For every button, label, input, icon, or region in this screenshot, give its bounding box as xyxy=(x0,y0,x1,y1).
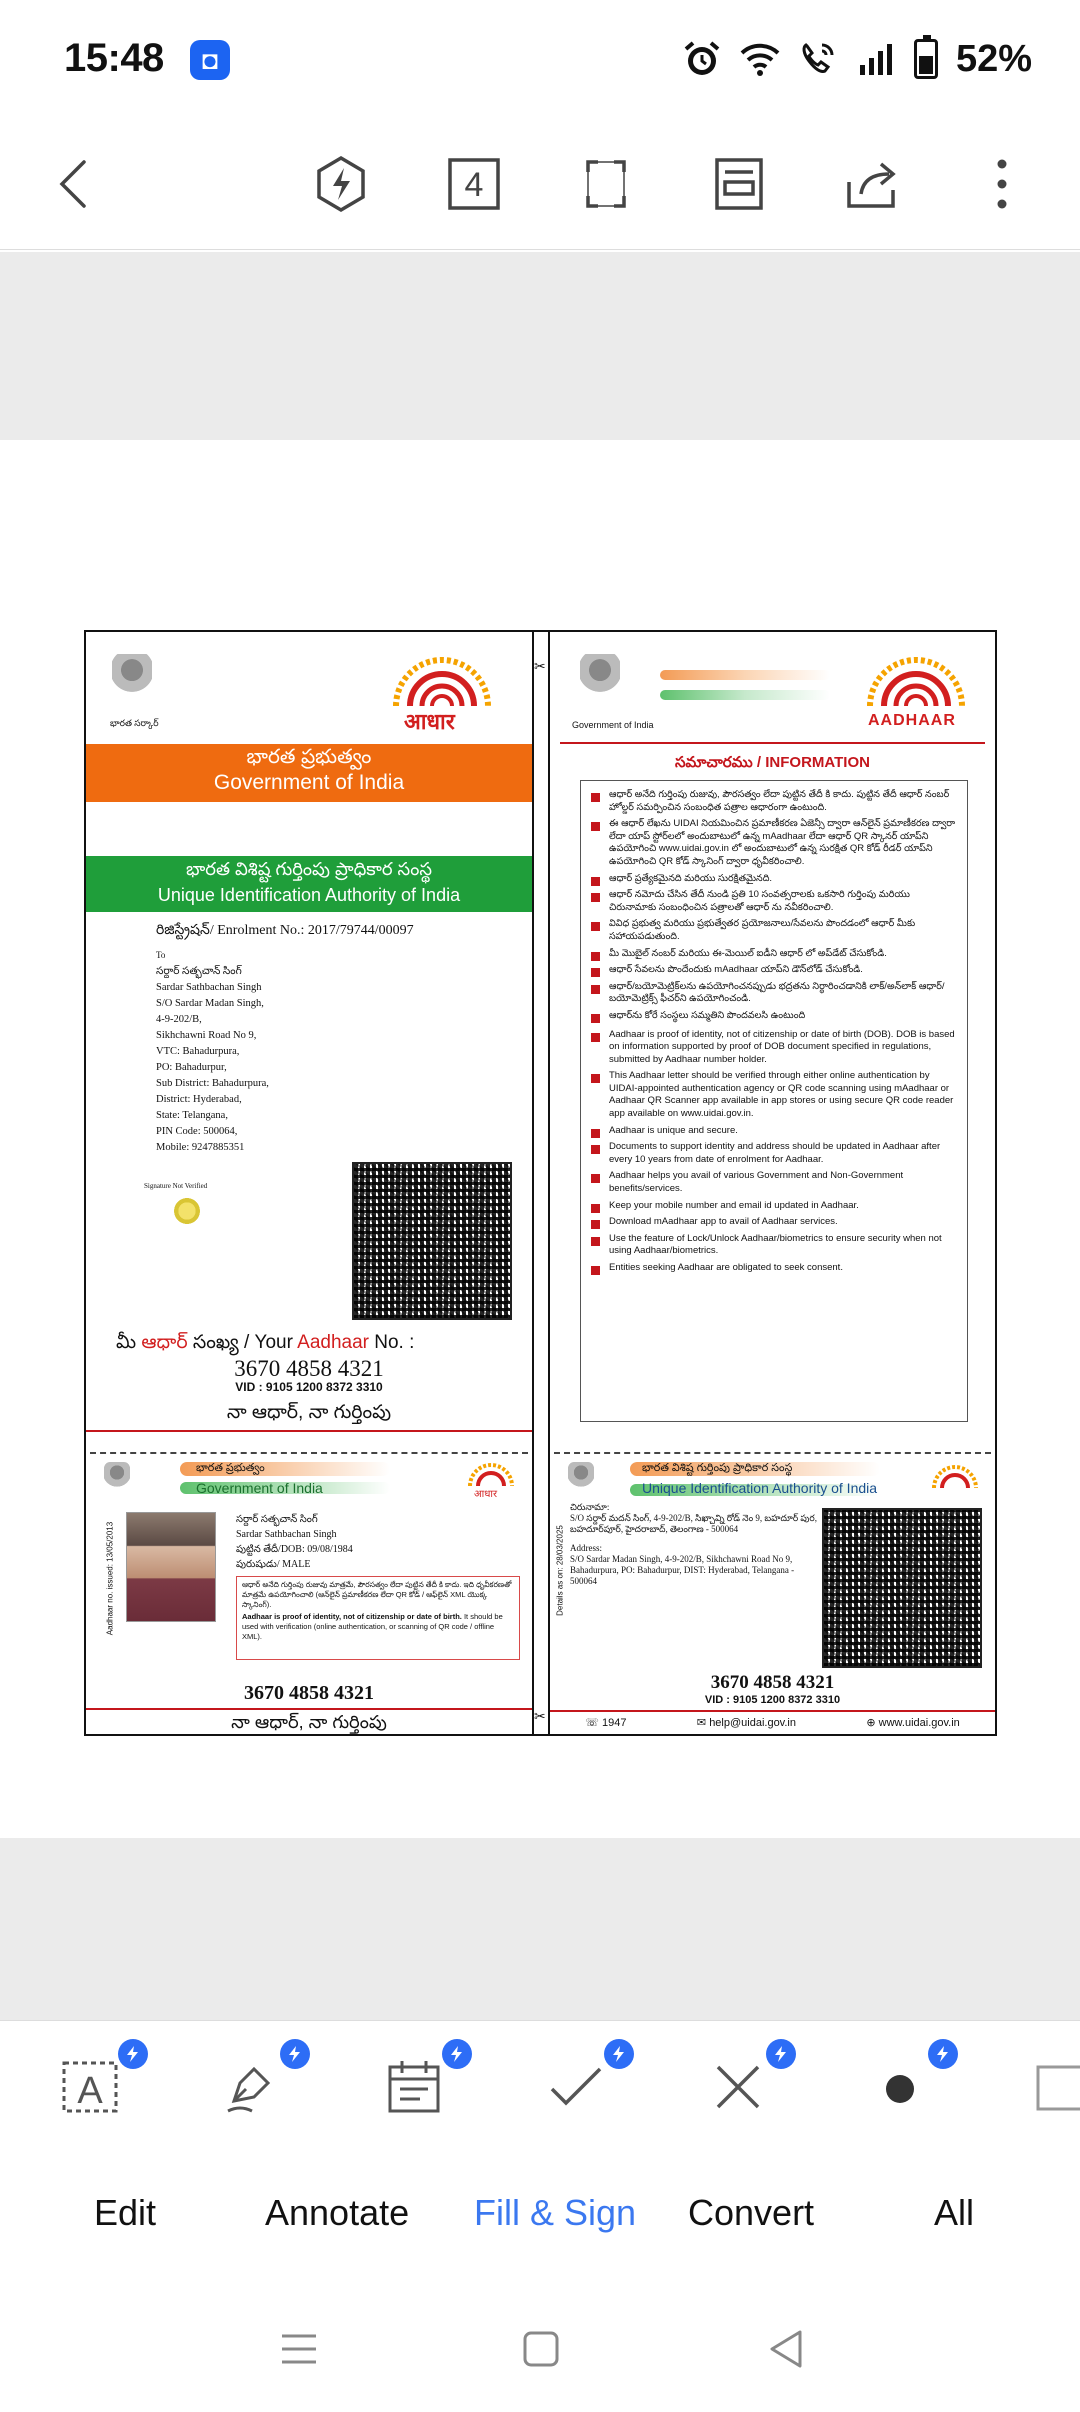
signal-icon xyxy=(856,39,896,79)
address-label-telugu: చిరునామా: xyxy=(570,1502,610,1512)
info-item: ఆధార్ నమోదు చేసిన తేదీ నుండి ప్రతి 10 సంవత్సరాలకు ఒకసారి గుర్తింపు మరియు చిరునామాకు సంబంధించిన పత్రాలతో ఆధార్ ను నవీకరించాలి. xyxy=(591,889,959,914)
card-address xyxy=(570,1502,820,1587)
card-emblem-icon xyxy=(104,1462,130,1492)
page-count-button[interactable] xyxy=(438,148,510,220)
document-page[interactable] xyxy=(84,630,997,1736)
address-line: సర్దార్ సత్భచాన్ సింగ్ xyxy=(156,966,242,977)
calendar-icon xyxy=(384,2057,444,2117)
reading-mode-button[interactable] xyxy=(703,148,775,220)
card-emblem-icon-right xyxy=(568,1462,594,1492)
page-count: 4 xyxy=(464,166,484,204)
info-item: Download mAadhaar app to avail of Aadhaar services. xyxy=(591,1216,959,1229)
info-item: ఆధార్ అనేది గుర్తింపు రుజువు, పౌరసత్వం లేదా పుట్టిన తేదీ కి కాదు. పుట్టిన తేదీ ఆధార్ నంబర్ హోల్డర్ సమర్పించిన సంబంధిత పత్రాల ఆధారంగా ఉంటుంది. xyxy=(591,789,959,814)
aadhaar-logo-icon-right xyxy=(860,656,972,712)
info-item: వివిధ ప్రభుత్వ మరియు ప్రభుత్వేతర ప్రయోజనాలు/సేవలను పొందడంలో ఆధార్ మీకు సహాయపడుతుంది. xyxy=(591,918,959,943)
disclaimer-bold: Aadhaar is proof of identity, not of citizenship or date of birth. xyxy=(242,1612,462,1621)
signature-seal-icon xyxy=(174,1194,200,1228)
text-box-tool[interactable] xyxy=(60,2057,120,2117)
gov-band xyxy=(86,744,532,802)
card-disclaimer xyxy=(236,1576,520,1660)
cut-line-right xyxy=(554,1452,991,1454)
card-holder-details xyxy=(236,1512,353,1572)
card-aadhaar-number-right: 3670 4858 4321 xyxy=(710,1672,835,1693)
cross-icon xyxy=(708,2057,768,2117)
premium-bolt-icon xyxy=(118,2039,148,2069)
aadhaar-letter-back xyxy=(548,632,995,1734)
fill-sign-toolbar xyxy=(0,2020,1080,2152)
signature-status: Signature Not Verified xyxy=(144,1182,208,1190)
card-aadhaar-text: आधार xyxy=(474,1489,498,1500)
ai-tools-button[interactable] xyxy=(305,148,377,220)
info-heading: సమాచారము / INFORMATION xyxy=(675,754,870,771)
signature-tool[interactable] xyxy=(222,2057,282,2117)
info-item: Keep your mobile number and email id updated in Aadhaar. xyxy=(591,1200,959,1213)
info-item: Aadhaar is proof of identity, not of citizenship or date of birth (DOB). DOB is based on information supported by proof of DOB document specified in regulations, submitted by Aadhaar number holder. xyxy=(591,1029,959,1067)
header-red-line xyxy=(560,742,985,744)
rectangle-tool[interactable] xyxy=(1034,2057,1080,2117)
card-gov-telugu: భారత ప్రభుత్వం xyxy=(196,1462,265,1474)
address-line: Sub District: Bahadurpura, xyxy=(156,1078,269,1089)
share-button[interactable] xyxy=(835,148,907,220)
national-emblem-icon-right xyxy=(580,654,620,700)
address-line: Sardar Sathbachan Singh xyxy=(156,982,262,993)
address-telugu: S/O సర్దార్ మదన్ సింగ్, 4-9-202/B, సిఖ్చావ్ని రోడ్ నెం 9, బహదూర్ పుర, బహదూర్‌పూర్, హైదరాబాద్, తెలంగాణ - 500064 xyxy=(570,1513,817,1534)
footer-contacts xyxy=(550,1716,995,1734)
card-uidai-telugu: భారత విశిష్ట గుర్తింపు ప్రాధికార సంస్థ xyxy=(642,1462,793,1474)
tab-edit[interactable]: Edit xyxy=(94,2192,157,2233)
disclaimer-telugu: ఆధార్ అనేది గుర్తింపు రుజువు మాత్రమే, పౌరసత్వం లేదా పుట్టిన తేదీ కి కాదు. ఇది ధృవీకరణతో మాత్రమే ఉపయోగించాలి (ఆన్‌లైన్ ప్రమాణీకరణ లేదా QR కోడ్ / ఆఫ్‌లైన్ XML యొక్క స్కానింగ్). xyxy=(242,1580,512,1609)
pen-icon xyxy=(222,2057,282,2117)
info-item: This Aadhaar letter should be verified through either online authentication by UIDAI-appointed authentication agency or QR code scanning using mAadhaar or Aadhaar QR Scanner app available in app stores or using secure QR code reader app available on www.uidai.gov.in. xyxy=(591,1070,959,1120)
app-badge-icon: ◘ xyxy=(190,40,230,80)
card-aadhaar-number: 3670 4858 4321 xyxy=(244,1682,374,1704)
tab-annotate[interactable]: Annotate xyxy=(265,2192,410,2233)
checkmark-tool[interactable] xyxy=(546,2057,606,2117)
premium-bolt-icon xyxy=(442,2039,472,2069)
aadhaar-logo-icon xyxy=(386,656,498,712)
battery-level: 52% xyxy=(955,37,1032,80)
address-label: Address: xyxy=(570,1543,602,1553)
holder-name-telugu: సర్దార్ సత్భచాన్ సింగ్ xyxy=(236,1514,318,1525)
footer-email[interactable]: ✉ help@uidai.gov.in xyxy=(696,1717,796,1729)
card-qr-code xyxy=(822,1508,982,1668)
alarm-icon xyxy=(682,39,722,79)
fit-screen-icon xyxy=(576,154,636,214)
checkmark-icon xyxy=(546,2057,606,2117)
page-gap-bottom xyxy=(0,1838,1080,2020)
cross-tool[interactable] xyxy=(708,2057,768,2117)
info-list-telugu xyxy=(591,789,959,1023)
address-line: PIN Code: 500064, xyxy=(156,1126,238,1137)
your-aadhaar-label: మీ ఆధార్ సంఖ్య / Your Aadhaar No. : xyxy=(116,1332,415,1353)
footer-red-line xyxy=(550,1710,995,1712)
aadhaar-logo-text-right: AADHAAR xyxy=(868,712,956,729)
uidai-telugu: భారత విశిష్ట గుర్తింపు ప్రాధికార సంస్థ xyxy=(186,859,432,879)
premium-bolt-icon xyxy=(604,2039,634,2069)
more-button[interactable] xyxy=(966,148,1038,220)
info-box xyxy=(580,780,968,1422)
address-line: District: Hyderabad, xyxy=(156,1094,242,1105)
holder-photo xyxy=(126,1512,216,1622)
address-line: Mobile: 9247885351 xyxy=(156,1142,245,1153)
page-gap-top xyxy=(0,252,1080,440)
more-icon xyxy=(972,154,1032,214)
card-uidai-english: Unique Identification Authority of India xyxy=(642,1480,878,1496)
fit-screen-button[interactable] xyxy=(570,148,642,220)
card-red-line xyxy=(86,1708,532,1710)
rectangle-icon xyxy=(1034,2057,1080,2117)
cut-line xyxy=(90,1452,528,1454)
gov-label-small: భారత సర్కార్ xyxy=(110,718,159,728)
address-line: VTC: Bahadurpura, xyxy=(156,1046,240,1057)
info-item: ఆధార్/బయోమెట్రిక్‌లను ఉపయోగించనప్పుడు భద్రతను నిర్ధారించడానికి లాక్/అన్‌లాక్ ఆధార్/బయోమెట్రిక్స్ ఫీచర్‌ని ఉపయోగించండి. xyxy=(591,981,959,1006)
issued-date: Aadhaar no. issued: 13/05/2013 xyxy=(105,1521,115,1636)
disclaimer-text: It should be used with verification (online authentication, or scanning of QR code / offline XML). xyxy=(242,1612,503,1641)
tab-all[interactable]: All xyxy=(934,2192,975,2233)
info-item: ఆధార్ ప్రత్యేకమైనది మరియు సురక్షితమైనది. xyxy=(591,873,959,886)
status-time: 15:48 xyxy=(64,36,164,80)
nav-back-icon[interactable] xyxy=(762,2324,812,2374)
info-item: Entities seeking Aadhaar are obligated to seek consent. xyxy=(591,1262,959,1275)
card-vid: VID : 9105 1200 8372 3310 xyxy=(704,1694,841,1706)
address-line: 4-9-202/B, xyxy=(156,1014,202,1025)
battery-icon xyxy=(914,39,938,79)
reading-mode-icon xyxy=(709,154,769,214)
footer-web[interactable]: ⊕ www.uidai.gov.in xyxy=(866,1717,960,1729)
info-item: Use the feature of Lock/Unlock Aadhaar/biometrics to ensure security when not using Aadhaar/biometrics. xyxy=(591,1233,959,1258)
dot-tool[interactable] xyxy=(870,2057,930,2117)
gov-small-label: Government of India xyxy=(572,720,654,730)
qr-code xyxy=(352,1162,512,1320)
date-tool[interactable] xyxy=(384,2057,444,2117)
info-item: మీ మొబైల్ నంబర్ మరియు ఈ-మెయిల్ ఐడీని ఆధార్ లో అప్‌డేట్ చేసుకోండి. xyxy=(591,948,959,961)
home-icon[interactable] xyxy=(516,2324,566,2374)
svg-text:A: A xyxy=(77,2070,103,2112)
info-item: ఆధార్‌ను కోరే సంస్థలు సమ్మతిని పొందవలసి ఉంటుంది xyxy=(591,1010,959,1023)
mode-tabs xyxy=(0,2152,1080,2282)
footer-phone[interactable]: ☏ 1947 xyxy=(585,1717,627,1729)
card-aadhaar-logo-icon xyxy=(466,1462,516,1488)
card-tagline: నా ఆధార్, నా గుర్తింపు xyxy=(231,1712,387,1732)
vid-number: VID : 9105 1200 8372 3310 xyxy=(235,1380,383,1394)
scissors-icon-bottom: ✂ xyxy=(534,1708,546,1724)
back-icon xyxy=(46,154,106,214)
status-bar xyxy=(0,0,1080,120)
top-toolbar xyxy=(0,120,1080,250)
dot-icon xyxy=(870,2057,930,2117)
national-emblem-icon xyxy=(112,654,152,700)
info-item: ఆధార్ సేవలను పొందేందుకు mAadhaar యాప్‌ని డౌన్‌లోడ్ చేసుకోండి. xyxy=(591,964,959,977)
info-item: ఈ ఆధార్ లేఖను UIDAI నియమించిన ప్రమాణీకరణ ఏజెన్సీ ద్వారా ఆన్‌లైన్ ప్రమాణీకరణ ద్వారా లేదా యాప్ స్టోర్‌లలో అందుబాటులో ఉన్న mAadhaar లేదా ఆధార్ QR స్కానర్ యాప్‌ని ఉపయోగించి www.uidai.gov.in లో అందుబాటులో ఉన్న సురక్షిత QR కోడ్ రీడర్ యాప్‌ని ఉపయోగించి QR కోడ్ స్కానింగ్ ద్వారా ధృవీకరించాలి. xyxy=(591,818,959,868)
address-to: To xyxy=(156,950,166,960)
aadhaar-number: 3670 4858 4321 xyxy=(234,1356,384,1381)
gov-english: Government of India xyxy=(213,771,405,794)
premium-bolt-icon xyxy=(766,2039,796,2069)
card-gov-english: Government of India xyxy=(196,1480,323,1496)
aadhaar-logo-text: आधार xyxy=(404,709,455,734)
uidai-band xyxy=(86,856,532,912)
tab-fill-sign[interactable]: Fill & Sign xyxy=(474,2192,637,2233)
address-line: PO: Bahadurpur, xyxy=(156,1062,227,1073)
info-item: Aadhaar helps you avail of various Government and Non-Government benefits/services. xyxy=(591,1170,959,1195)
premium-bolt-icon xyxy=(928,2039,958,2069)
info-item: Documents to support identity and address should be updated in Aadhaar after every 10 years from date of enrolment for Aadhaar. xyxy=(591,1141,959,1166)
share-icon xyxy=(841,154,901,214)
call-icon xyxy=(798,39,838,79)
stripe-orange xyxy=(660,670,830,680)
uidai-english: Unique Identification Authority of India xyxy=(157,885,461,905)
text-box-icon xyxy=(60,2057,120,2117)
aadhaar-letter-front xyxy=(86,632,534,1734)
gov-telugu: భారత ప్రభుత్వం xyxy=(246,746,372,768)
issued-date-box xyxy=(100,1502,114,1662)
system-navbar xyxy=(0,2282,1080,2412)
holder-gender: పురుషుడు/ MALE xyxy=(236,1559,311,1570)
ai-bolt-icon xyxy=(311,154,371,214)
info-item: Aadhaar is unique and secure. xyxy=(591,1125,959,1138)
recents-icon[interactable] xyxy=(274,2324,324,2374)
red-divider xyxy=(86,1430,532,1432)
back-button[interactable] xyxy=(40,148,112,220)
address-line: State: Telangana, xyxy=(156,1110,228,1121)
details-date-box xyxy=(554,1502,568,1642)
address-english: S/O Sardar Madan Singh, 4-9-202/B, Sikhchawni Road No 9, Bahadurpura, PO: Bahadurpur, DIST: Hyderabad, Telangana - 500064 xyxy=(570,1554,795,1586)
tab-convert[interactable]: Convert xyxy=(688,2192,815,2233)
aadhaar-tagline: నా ఆధార్, నా గుర్తింపు xyxy=(226,1402,392,1423)
address-line: Sikhchawni Road No 9, xyxy=(156,1030,257,1041)
premium-bolt-icon xyxy=(280,2039,310,2069)
address-line: S/O Sardar Madan Singh, xyxy=(156,998,264,1009)
enrolment-number: రిజిస్ట్రేషన్/ Enrolment No.: 2017/79744/00097 xyxy=(156,923,414,938)
stripe-green xyxy=(660,690,830,700)
recipient-address xyxy=(156,964,269,1156)
wifi-icon xyxy=(740,39,780,79)
holder-dob: పుట్టిన తేదీ/DOB: 09/08/1984 xyxy=(236,1544,353,1555)
holder-name: Sardar Sathbachan Singh xyxy=(236,1529,337,1540)
scissors-icon: ✂ xyxy=(534,658,546,674)
info-list-english xyxy=(591,1029,959,1275)
details-as-on: Details as on: 28/03/2025 xyxy=(555,1525,565,1616)
card-aadhaar-logo-icon-right xyxy=(930,1464,980,1490)
